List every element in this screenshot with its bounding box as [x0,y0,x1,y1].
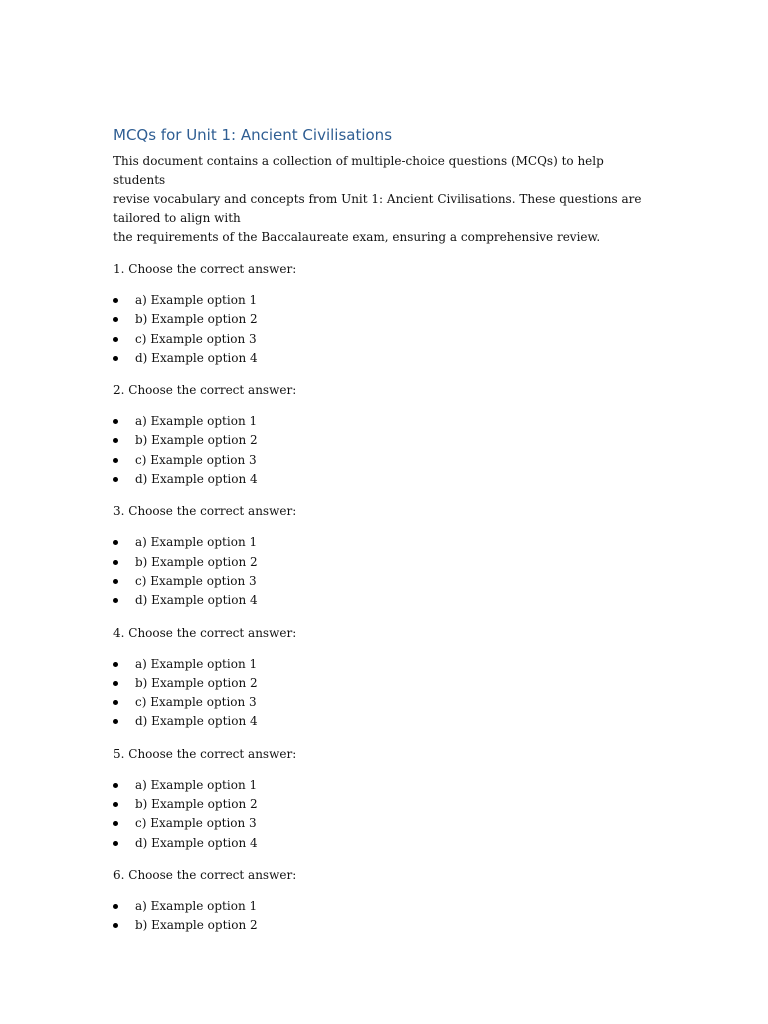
answer-option [113,451,653,470]
question-block-1 [113,260,653,368]
answer-option [113,916,653,935]
bullet-icon [113,662,118,667]
intro-line: the requirements of the Baccalaureate exam, ensuring a comprehensive review. [113,230,601,244]
option-label: b) Example option 2 [135,433,258,448]
bullet-icon [113,458,118,463]
answer-option [113,553,653,572]
option-label: a) Example option 1 [135,777,258,792]
answer-option [113,712,653,731]
intro-line: tailored to align with [113,211,241,225]
option-list [113,533,653,610]
bullet-icon [113,923,118,928]
option-list [113,291,653,368]
question-prompt: 6. Choose the correct answer: [113,867,297,882]
bullet-icon [113,904,118,909]
option-list [113,897,653,936]
option-label: c) Example option 3 [135,331,257,346]
bullet-icon [113,802,118,807]
option-label: c) Example option 3 [135,816,257,831]
option-label: a) Example option 1 [135,535,258,550]
answer-option [113,349,653,368]
intro-paragraph [113,152,653,247]
option-label: d) Example option 4 [135,593,258,608]
bullet-icon [113,540,118,545]
option-label: b) Example option 2 [135,675,258,690]
bullet-icon [113,337,118,342]
intro-line: revise vocabulary and concepts from Unit 1: Ancient Civilisations. These questions are [113,192,642,206]
option-label: d) Example option 4 [135,714,258,729]
option-list [113,776,653,853]
option-list [113,412,653,489]
document-title: MCQs for Unit 1: Ancient Civilisations [113,126,393,144]
option-label: b) Example option 2 [135,918,258,933]
answer-option [113,814,653,833]
bullet-icon [113,298,118,303]
question-prompt: 4. Choose the correct answer: [113,625,297,640]
question-prompt: 5. Choose the correct answer: [113,746,297,761]
answer-option [113,693,653,712]
option-label: a) Example option 1 [135,414,258,429]
answer-option [113,291,653,310]
answer-option [113,412,653,431]
bullet-icon [113,560,118,565]
bullet-icon [113,841,118,846]
bullet-icon [113,356,118,361]
answer-option [113,572,653,591]
bullet-icon [113,681,118,686]
answer-option [113,470,653,489]
question-prompt: 2. Choose the correct answer: [113,383,297,398]
option-label: d) Example option 4 [135,350,258,365]
answer-option [113,431,653,450]
answer-option [113,834,653,853]
option-label: b) Example option 2 [135,554,258,569]
option-label: c) Example option 3 [135,573,257,588]
option-label: b) Example option 2 [135,797,258,812]
bullet-icon [113,438,118,443]
question-prompt: 1. Choose the correct answer: [113,262,297,276]
question-block-5 [113,745,653,853]
question-block-4 [113,624,653,732]
document-body [113,124,653,936]
answer-option [113,674,653,693]
answer-option [113,310,653,329]
question-block-2 [113,381,653,489]
bullet-icon [113,783,118,788]
answer-option [113,591,653,610]
answer-option [113,897,653,916]
option-label: c) Example option 3 [135,695,257,710]
option-label: b) Example option 2 [135,312,258,327]
answer-option [113,533,653,552]
answer-option [113,776,653,795]
bullet-icon [113,821,118,826]
option-label: a) Example option 1 [135,293,258,307]
bullet-icon [113,598,118,603]
question-block-3 [113,502,653,610]
bullet-icon [113,579,118,584]
bullet-icon [113,719,118,724]
option-label: d) Example option 4 [135,835,258,850]
question-block-6 [113,866,653,936]
intro-line: This document contains a collection of multiple-choice questions (MCQs) to help students [113,154,604,187]
bullet-icon [113,317,118,322]
answer-option [113,655,653,674]
question-prompt: 3. Choose the correct answer: [113,504,297,519]
bullet-icon [113,419,118,424]
option-list [113,655,653,732]
option-label: a) Example option 1 [135,898,258,913]
answer-option [113,330,653,349]
bullet-icon [113,700,118,705]
option-label: c) Example option 3 [135,452,257,467]
bullet-icon [113,477,118,482]
option-label: d) Example option 4 [135,472,258,487]
answer-option [113,795,653,814]
option-label: a) Example option 1 [135,656,258,671]
